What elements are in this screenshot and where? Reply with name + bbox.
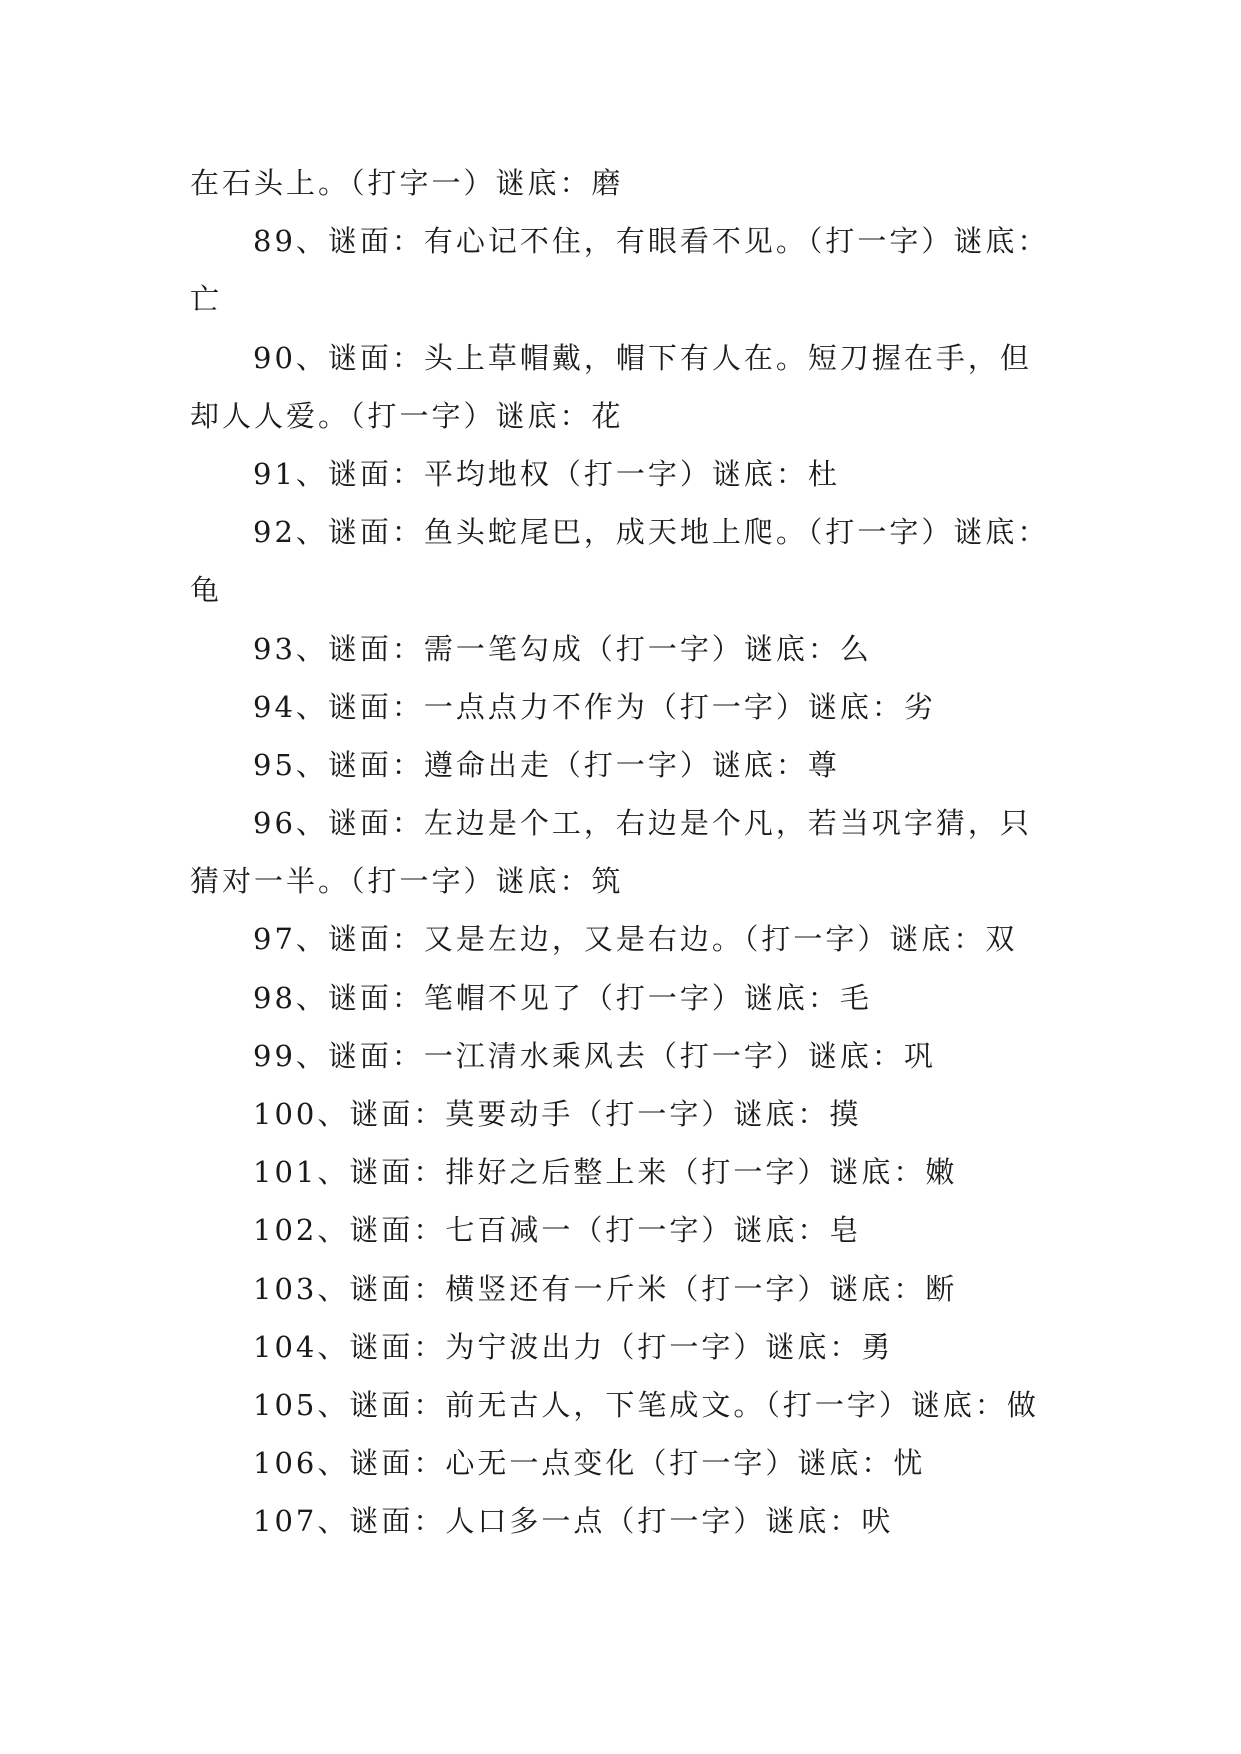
riddle-line-89: 89、谜面：有心记不住，有眼看不见。（打一字）谜底： <box>253 224 1050 259</box>
riddle-line-98: 98、谜面：笔帽不见了（打一字）谜底：毛 <box>253 980 872 1015</box>
riddle-line-97: 97、谜面：又是左边，又是右边。（打一字）谜底：双 <box>253 922 1018 957</box>
riddle-line-101: 101、谜面：排好之后整上来（打一字）谜底：嫩 <box>253 1155 958 1190</box>
riddle-line-94: 94、谜面：一点点力不作为（打一字）谜底：劣 <box>253 689 936 724</box>
riddle-line-93: 93、谜面：需一笔勾成（打一字）谜底：么 <box>253 631 872 666</box>
riddle-line-104: 104、谜面：为宁波出力（打一字）谜底：勇 <box>253 1329 894 1364</box>
riddle-line-103: 103、谜面：横竖还有一斤米（打一字）谜底：断 <box>253 1271 958 1306</box>
text-line: 在石头上。（打字一）谜底：磨 <box>190 166 624 200</box>
riddle-line-106: 106、谜面：心无一点变化（打一字）谜底：忧 <box>253 1446 926 1481</box>
riddle-line-91: 91、谜面：平均地权（打一字）谜底：杜 <box>253 456 840 491</box>
text-line: 却人人爱。（打一字）谜底：花 <box>190 398 624 433</box>
riddle-line-100: 100、谜面：莫要动手（打一字）谜底：摸 <box>253 1097 862 1131</box>
riddle-line-95: 95、谜面：遵命出走（打一字）谜底：尊 <box>253 747 840 782</box>
riddle-line-102: 102、谜面：七百减一（打一字）谜底：皂 <box>253 1213 862 1248</box>
text-line: 亡 <box>190 282 223 317</box>
text-line: 猜对一半。（打一字）谜底：筑 <box>190 864 624 899</box>
riddle-line-99: 99、谜面：一江清水乘风去（打一字）谜底：巩 <box>253 1038 936 1073</box>
riddle-line-107: 107、谜面：人口多一点（打一字）谜底：吠 <box>253 1504 894 1539</box>
riddle-line-90: 90、谜面：头上草帽戴，帽下有人在。短刀握在手，但 <box>253 340 1032 375</box>
riddle-line-92: 92、谜面：鱼头蛇尾巴，成天地上爬。（打一字）谜底： <box>253 515 1050 550</box>
text-line: 龟 <box>190 573 223 608</box>
riddle-line-105: 105、谜面：前无古人，下笔成文。（打一字）谜底：做 <box>253 1387 1039 1422</box>
riddle-line-96: 96、谜面：左边是个工，右边是个凡，若当巩字猜，只 <box>253 806 1032 841</box>
riddle-text-block <box>190 154 1070 1551</box>
